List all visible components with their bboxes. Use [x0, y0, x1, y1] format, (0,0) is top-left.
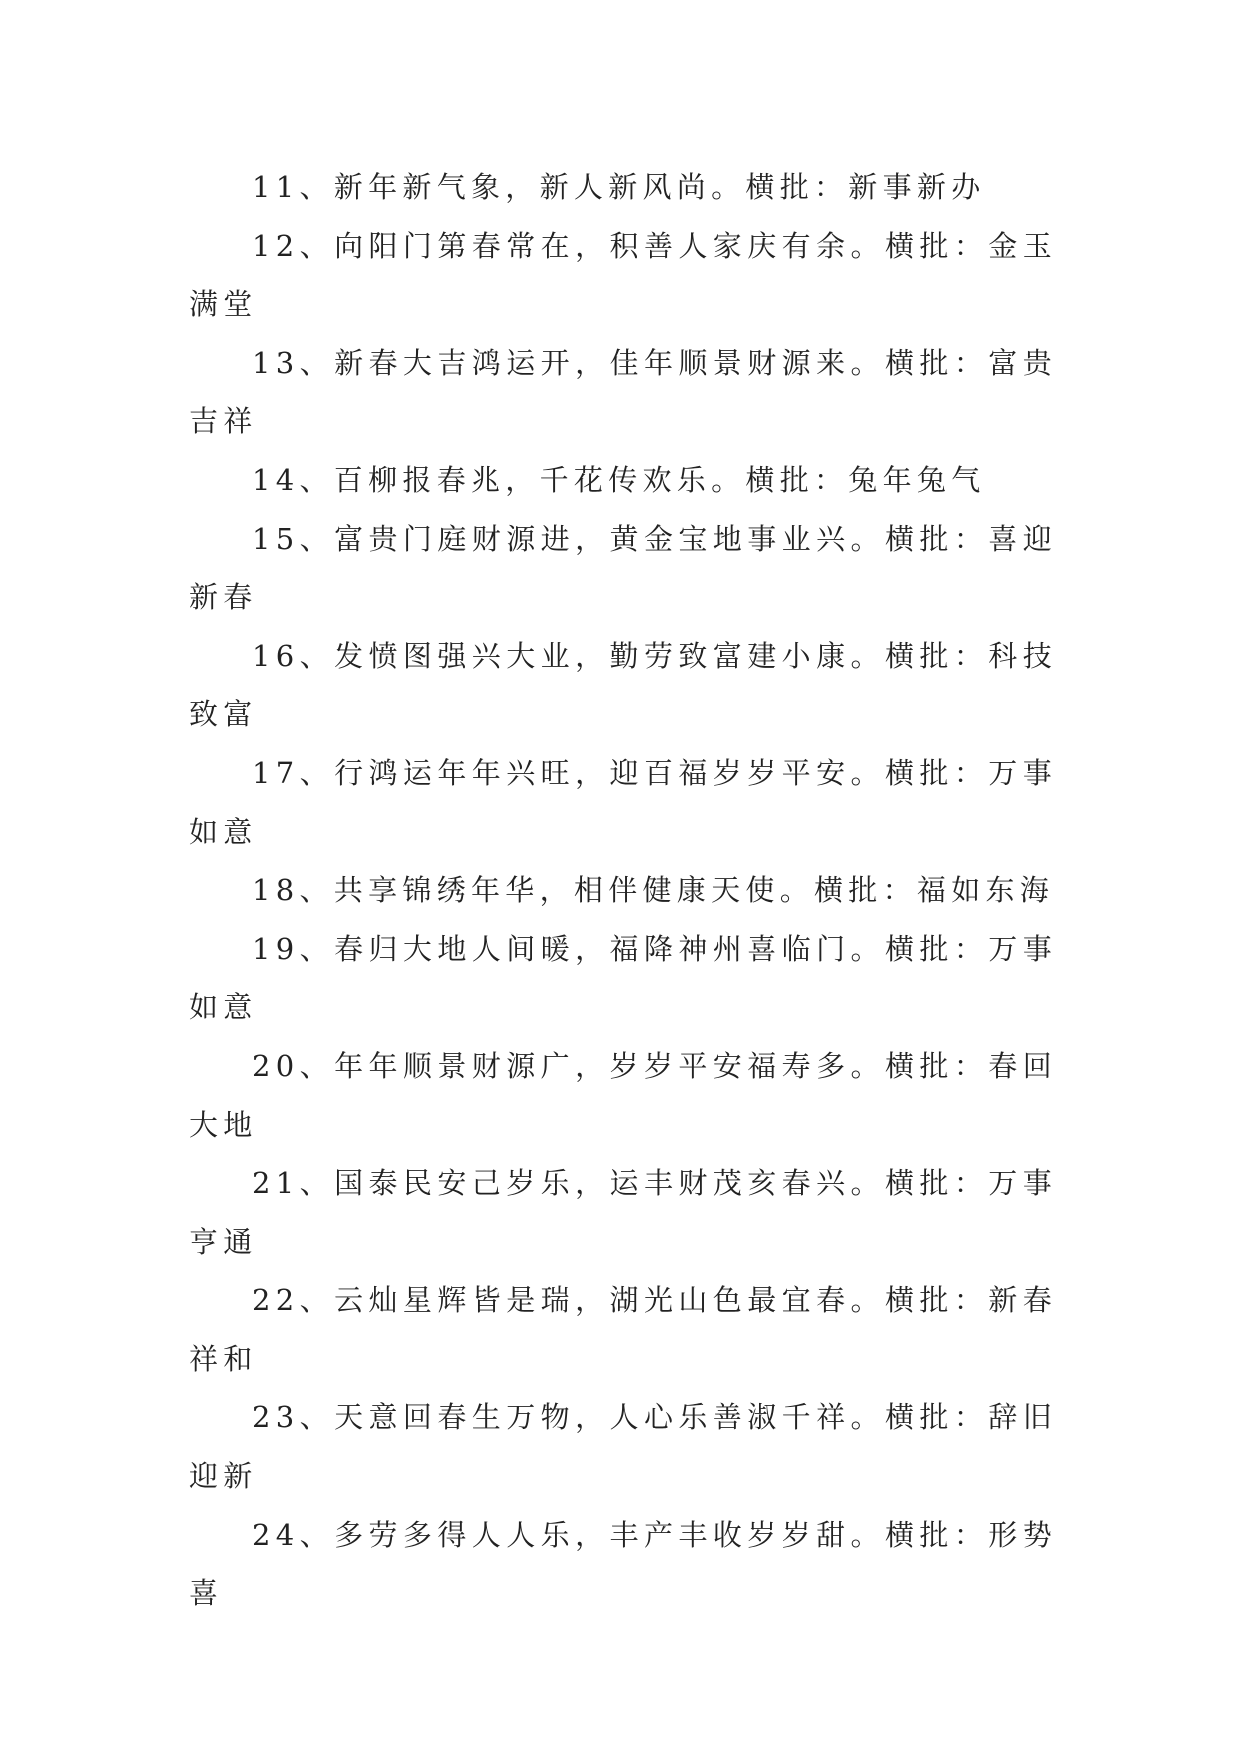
couplet-paragraph-14: 14、百柳报春兆，千花传欢乐。横批：兔年兔气 [252, 462, 986, 497]
couplet-paragraph-21: 21、国泰民安己岁乐，运丰财茂亥春兴。横批：万事亨通 [189, 1166, 1057, 1259]
couplet-paragraph-22: 22、云灿星辉皆是瑞，湖光山色最宜春。横批：新春祥和 [189, 1283, 1057, 1376]
couplet-paragraph-13: 13、新春大吉鸿运开，佳年顺景财源来。横批：富贵吉祥 [189, 345, 1057, 439]
couplet-paragraph-12: 12、向阳门第春常在，积善人家庆有余。横批：金玉满堂 [189, 228, 1057, 322]
couplet-paragraph-18: 18、共享锦绣年华，相伴健康天使。横批：福如东海 [252, 873, 1055, 908]
couplet-paragraph-11: 11、新年新气象，新人新风尚。横批：新事新办 [252, 170, 986, 204]
couplet-paragraph-20: 20、年年顺景财源广，岁岁平安福寿多。横批：春回大地 [189, 1048, 1057, 1142]
couplet-paragraph-24: 24、多劳多得人人乐，丰产丰收岁岁甜。横批：形势喜 [189, 1517, 1057, 1611]
couplet-paragraph-19: 19、春归大地人间暖，福降神州喜临门。横批：万事如意 [189, 931, 1057, 1025]
couplet-paragraph-16: 16、发愤图强兴大业，勤劳致富建小康。横批：科技致富 [189, 638, 1057, 732]
couplet-list [189, 158, 1057, 1623]
couplet-paragraph-17: 17、行鸿运年年兴旺，迎百福岁岁平安。横批：万事如意 [189, 755, 1057, 849]
couplet-paragraph-15: 15、富贵门庭财源进，黄金宝地事业兴。横批：喜迎新春 [189, 521, 1057, 615]
couplet-paragraph-23: 23、天意回春生万物，人心乐善淑千祥。横批：辞旧迎新 [189, 1400, 1057, 1494]
